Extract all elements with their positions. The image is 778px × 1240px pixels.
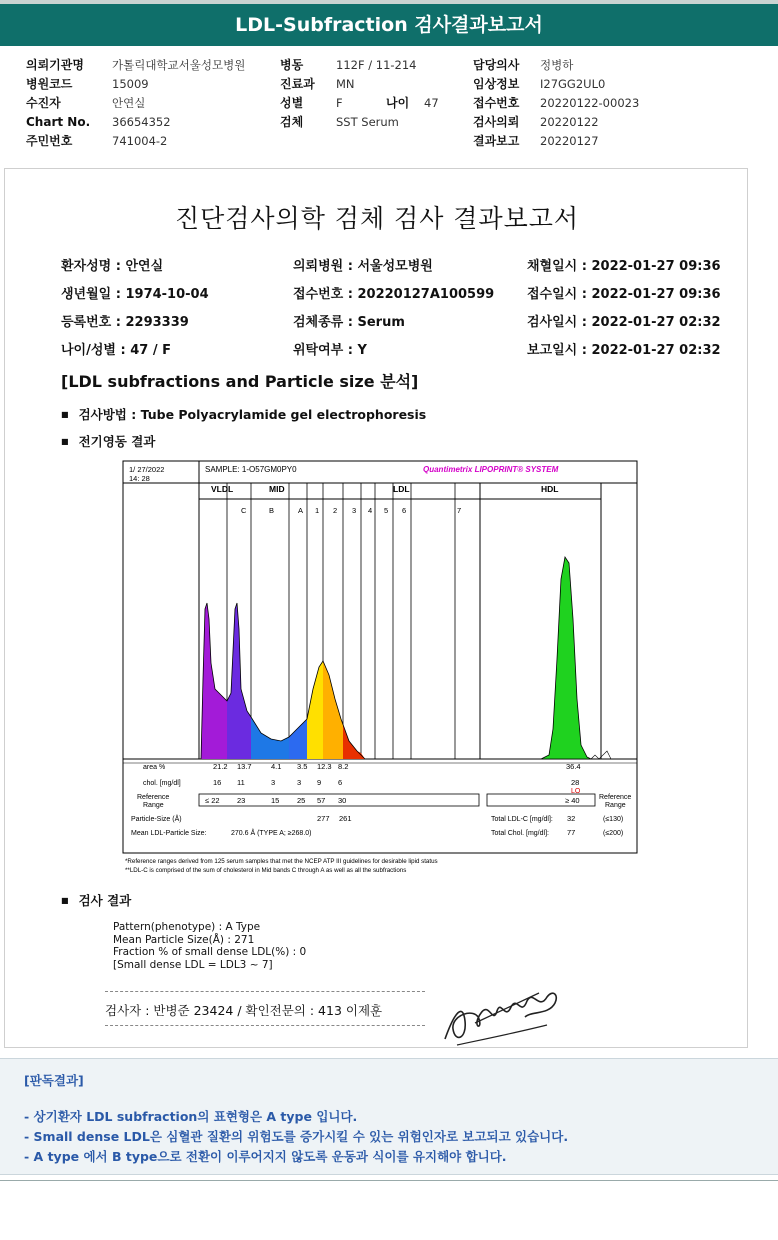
- ref-value: 25: [297, 796, 306, 805]
- area-value: 12.3: [317, 762, 332, 771]
- mean-size-value: 270.6 Å (TYPE A; ≥268.0): [231, 830, 312, 837]
- result-phenotype: Pattern(phenotype) : A Type: [113, 921, 261, 933]
- chart-date: 1/ 27/2022: [129, 465, 165, 474]
- birth-date: 생년월일 : 1974-10-04: [61, 287, 209, 302]
- band-label-1: 1: [315, 506, 320, 515]
- info-row: 검사의뢰 20220122: [473, 115, 599, 129]
- band-label-5: 5: [384, 506, 389, 515]
- ref-value: 15: [271, 796, 280, 805]
- hdl-ref-value: ≥ 40: [565, 796, 580, 805]
- section-title: [LDL subfractions and Particle size 분석]: [61, 372, 419, 391]
- collection-datetime: 채혈일시 : 2022-01-27 09:36: [527, 259, 721, 274]
- info-col3: [473, 56, 763, 151]
- total-ldl-label: Total LDL-C [mg/dl]:: [491, 816, 553, 823]
- info-row: 병동 112F / 11-214: [280, 58, 417, 72]
- ref-value: 57: [317, 796, 326, 805]
- band-label-7: 7: [457, 506, 462, 515]
- mean-size-label: Mean LDL-Particle Size:: [131, 830, 207, 837]
- receipt-number: 접수번호 : 20220127A100599: [293, 287, 495, 302]
- band-label-4: 4: [368, 506, 373, 515]
- receipt-datetime: 접수일시 : 2022-01-27 09:36: [527, 287, 721, 302]
- total-ldl-ref: (≤130): [603, 816, 624, 823]
- info-row: 성별 F 나이 47: [280, 96, 439, 110]
- ref-value: ≤ 22: [205, 796, 220, 805]
- info-row: 수진자 안연실: [26, 96, 146, 110]
- particle-size-1: 277: [317, 814, 330, 823]
- signature-divider-bottom: [105, 1025, 425, 1026]
- info-row: 검체 SST Serum: [280, 115, 399, 129]
- registration-number: 등록번호 : 2293339: [61, 315, 189, 330]
- interpretation-heading: [판독결과]: [24, 1073, 84, 1088]
- total-ldl-value: 32: [567, 814, 576, 823]
- ref-value: 23: [237, 796, 246, 805]
- total-chol-ref: (≤200): [603, 830, 624, 837]
- area-value: 3.5: [297, 762, 308, 771]
- interpretation-box: [0, 1058, 778, 1175]
- lipoprint-chart: [121, 459, 641, 879]
- report-sheet: [4, 168, 748, 1048]
- band-label-3: 3: [352, 506, 357, 515]
- referring-hospital: 의뢰병원 : 서울성모병원: [293, 259, 433, 274]
- signature-line: 검사자 : 반병준 23424 / 확인전문의 : 413 이제훈: [105, 1003, 383, 1018]
- area-value: 4.1: [271, 762, 282, 771]
- info-row: Chart No. 36654352: [26, 115, 171, 129]
- band-label-6: 6: [402, 506, 407, 515]
- handwritten-signature: [435, 981, 565, 1051]
- interpretation-line: - Small dense LDL은 심혈관 질환의 위험도를 증가시킬 수 있는 위험인자로 보고되고 있습니다.: [24, 1129, 569, 1144]
- specimen-type: 검체종류 : Serum: [293, 315, 405, 330]
- electrophoresis-label: ■ 전기영동 결과: [61, 432, 155, 450]
- area-value: 8.2: [338, 762, 349, 771]
- info-row: 결과보고 20220127: [473, 134, 599, 148]
- hdl-ref-label: Reference: [599, 794, 632, 801]
- info-row: 주민번호 741004-2: [26, 134, 168, 148]
- chart-sample-id: SAMPLE: 1-O57GM0PY0: [205, 465, 297, 474]
- band-label-C: C: [241, 506, 247, 515]
- band-label-A: A: [298, 506, 304, 515]
- report-title: 진단검사의학 검체 검사 결과보고서: [174, 204, 580, 233]
- result-mean-size: Mean Particle Size(Å) : 271: [113, 933, 255, 946]
- chol-value: 11: [237, 778, 245, 787]
- ref-value: 30: [338, 796, 347, 805]
- row-label-area: area %: [143, 764, 166, 771]
- info-row: 의뢰기관명 가톨릭대학교서울성모병원: [26, 58, 246, 72]
- chol-value: 16: [213, 778, 222, 787]
- hdl-area-value: 36.4: [566, 762, 581, 771]
- chol-value: 9: [317, 778, 322, 787]
- outsourced: 위탁여부 : Y: [293, 343, 367, 358]
- chol-value: 3: [297, 778, 302, 787]
- chart-brand: Quantimetrix LIPOPRINT® SYSTEM: [423, 465, 559, 474]
- chol-value: 3: [271, 778, 276, 787]
- interpretation-line: - 상기환자 LDL subfraction의 표현형은 A type 입니다.: [24, 1109, 358, 1124]
- total-chol-value: 77: [567, 828, 576, 837]
- hdl-chol-value: 28: [571, 778, 580, 787]
- group-label-vldl: VLDL: [211, 484, 234, 494]
- group-label-mid: MID: [269, 484, 285, 494]
- area-value: 13.7: [237, 762, 252, 771]
- info-row: 임상정보 I27GG2UL0: [473, 77, 606, 91]
- info-row: 진료과 MN: [280, 77, 355, 91]
- test-method: ■ 검사방법 : Tube Polyacrylamide gel electrophoresis: [61, 405, 426, 423]
- report-header-title: LDL-Subfraction 검사결과보고서: [0, 0, 778, 46]
- row-label-ref-2: Range: [143, 802, 164, 809]
- group-label-hdl: HDL: [541, 484, 559, 494]
- signature-divider-top: [105, 991, 425, 992]
- result-block: [113, 921, 306, 971]
- info-row: 담당의사 정병하: [473, 58, 574, 72]
- age-sex: 나이/성별 : 47 / F: [61, 343, 172, 358]
- result-sdldl-fraction: Fraction % of small dense LDL(%) : 0: [113, 946, 307, 958]
- band-label-B: B: [269, 506, 275, 515]
- footnote-1: *Reference ranges derived from 125 serum samples that met the NCEP ATP III guidelines for desirable lipid status: [125, 858, 438, 865]
- particle-size-2: 261: [339, 814, 352, 823]
- bottom-divider: [0, 1180, 778, 1181]
- info-row: 접수번호 20220122-00023: [473, 96, 640, 110]
- particle-size-label: Particle-Size (Å): [131, 816, 182, 823]
- group-label-ldl: LDL: [393, 484, 410, 494]
- chart-time: 14: 28: [129, 474, 150, 483]
- result-sdldl-definition: [Small dense LDL = LDL3 ~ 7]: [113, 958, 273, 971]
- row-label-ref: Reference: [137, 794, 170, 801]
- patient-name: 환자성명 : 안연실: [61, 259, 164, 274]
- test-datetime: 검사일시 : 2022-01-27 02:32: [527, 315, 721, 330]
- area-value: 21.2: [213, 762, 228, 771]
- info-row: 병원코드 15009: [26, 77, 149, 91]
- chol-value: 6: [338, 778, 343, 787]
- hdl-flag: LO: [571, 788, 581, 795]
- info-col1: [26, 56, 276, 151]
- footnote-2: **LDL-C is comprised of the sum of cholesterol in Mid bands C through A as well as all the subfractions: [125, 867, 407, 874]
- result-label: ■ 검사 결과: [61, 891, 131, 909]
- interpretation-line: - A type 에서 B type으로 전환이 이루어지지 않도록 운동과 식이를 유지해야 합니다.: [24, 1149, 507, 1164]
- info-col2: [280, 56, 470, 132]
- band-label-2: 2: [333, 506, 338, 515]
- report-datetime: 보고일시 : 2022-01-27 02:32: [527, 343, 721, 358]
- hdl-ref-label-2: Range: [605, 802, 626, 809]
- row-label-chol: chol. [mg/dl]: [143, 780, 181, 787]
- total-chol-label: Total Chol. [mg/dl]:: [491, 830, 549, 837]
